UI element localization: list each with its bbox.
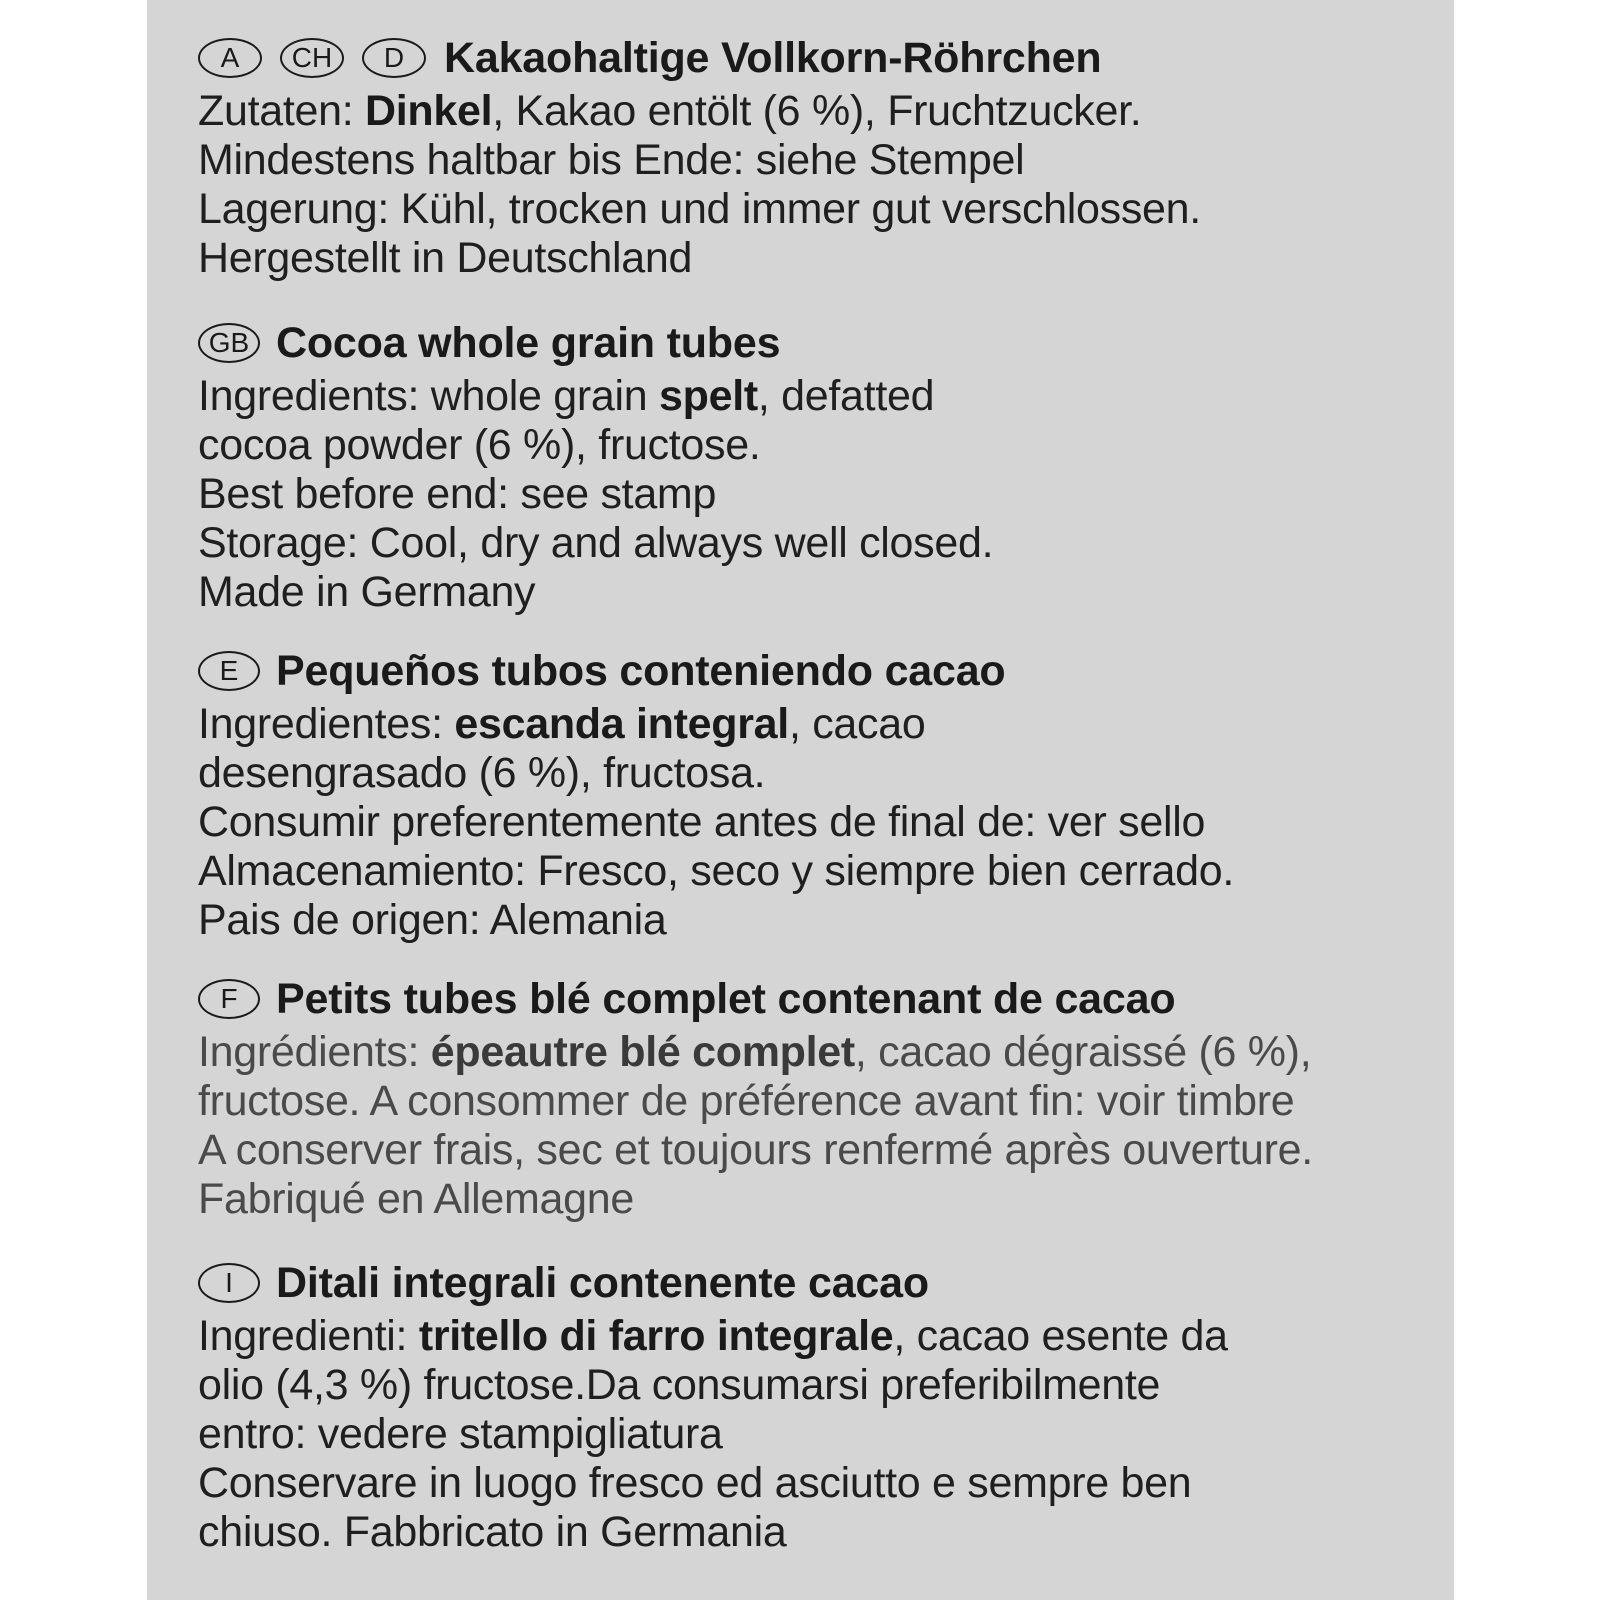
section-english <box>198 318 1438 617</box>
section-body <box>198 700 1438 945</box>
allergen-highlight: escanda integral <box>454 700 789 748</box>
allergen-highlight: Dinkel <box>365 87 493 135</box>
section-body <box>198 1028 1438 1224</box>
section-french <box>198 974 1438 1224</box>
origin-line: Hergestellt in Deutschland <box>198 234 693 282</box>
origin-line: Pais de origen: Alemania <box>198 896 667 944</box>
allergen-highlight: épeautre blé complet <box>430 1028 855 1076</box>
section-body <box>198 1312 1438 1557</box>
allergen-highlight: tritello di farro integrale <box>418 1312 894 1360</box>
country-badge-gb: GB <box>198 323 260 363</box>
best-before-line: Consumir preferentemente antes de final de: ver sello <box>198 798 1206 846</box>
country-badge-ch: CH <box>280 38 344 78</box>
section-heading <box>198 1258 1438 1308</box>
origin-line: Made in Germany <box>198 568 536 616</box>
section-heading <box>198 318 1438 368</box>
storage-line: Lagerung: Kühl, trocken und immer gut verschlossen. <box>198 185 1201 233</box>
section-heading <box>198 974 1438 1024</box>
storage-line: Almacenamiento: Fresco, seco y siempre bien cerrado. <box>198 847 1234 895</box>
ingredients-line: Ingrédients: épeautre blé complet, cacao dégraissé (6 %), <box>198 1028 1312 1076</box>
best-before-line: Best before end: see stamp <box>198 470 717 518</box>
best-before-line: Mindestens haltbar bis Ende: siehe Stempel <box>198 136 1025 184</box>
ingredients-line-cont: desengrasado (6 %), fructosa. <box>198 749 766 797</box>
label-panel <box>147 0 1454 1600</box>
section-body <box>198 372 1438 617</box>
section-italian <box>198 1258 1438 1557</box>
country-badge-a: A <box>198 38 262 78</box>
country-badge-i: I <box>198 1263 260 1303</box>
section-heading <box>198 33 1438 83</box>
country-badge-e: E <box>198 651 260 691</box>
section-heading <box>198 646 1438 696</box>
best-before-line: entro: vedere stampigliatura <box>198 1410 723 1458</box>
ingredients-line: Zutaten: Dinkel, Kakao entölt (6 %), Fruchtzucker. <box>198 87 1142 135</box>
section-spanish <box>198 646 1438 945</box>
origin-line: chiuso. Fabbricato in Germania <box>198 1508 787 1556</box>
storage-line: Storage: Cool, dry and always well closed. <box>198 519 994 567</box>
section-title: Pequeños tubos conteniendo cacao <box>276 646 1006 695</box>
section-body <box>198 87 1438 283</box>
section-german <box>198 33 1438 283</box>
storage-line: A conserver frais, sec et toujours renfermé après ouverture. <box>198 1126 1313 1174</box>
allergen-highlight: spelt <box>659 372 758 420</box>
section-title: Cocoa whole grain tubes <box>276 318 781 367</box>
ingredients-line-cont: olio (4,3 %) fructose.Da consumarsi preferibilmente <box>198 1361 1161 1409</box>
ingredients-line: Ingredientes: escanda integral, cacao <box>198 700 926 748</box>
origin-line: Fabriqué en Allemagne <box>198 1175 634 1223</box>
ingredients-line: Ingredients: whole grain spelt, defatted <box>198 372 935 420</box>
best-before-line: fructose. A consommer de préférence avant fin: voir timbre <box>198 1077 1295 1125</box>
country-badge-f: F <box>198 979 260 1019</box>
section-title: Petits tubes blé complet contenant de cacao <box>276 974 1176 1023</box>
country-badge-d: D <box>362 38 426 78</box>
section-title: Kakaohaltige Vollkorn-Röhrchen <box>444 33 1102 82</box>
section-title: Ditali integrali contenente cacao <box>276 1258 929 1307</box>
storage-line: Conservare in luogo fresco ed asciutto e sempre ben <box>198 1459 1192 1507</box>
ingredients-line: Ingredienti: tritello di farro integrale, cacao esente da <box>198 1312 1228 1360</box>
ingredients-line-cont: cocoa powder (6 %), fructose. <box>198 421 761 469</box>
